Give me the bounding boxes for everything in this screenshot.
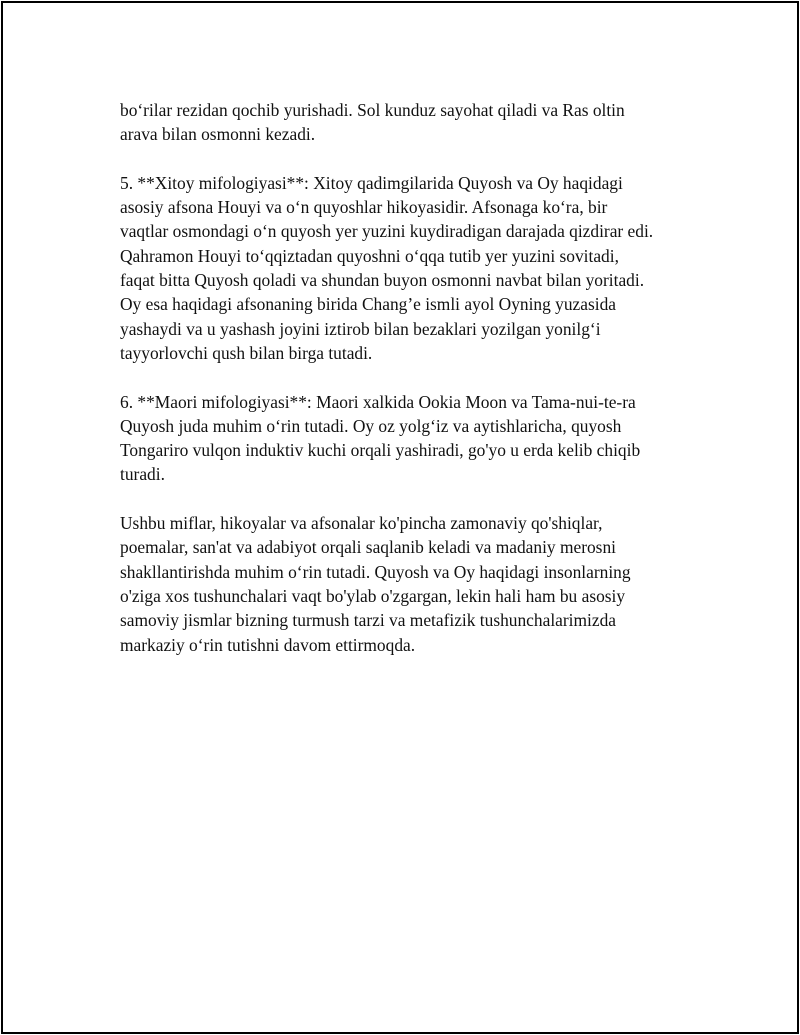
paragraph-chinese-mythology xyxy=(120,171,700,365)
text-line: Oy esa haqidagi afsonaning birida Chang’e ismli ayol Oyning yuzasida xyxy=(120,294,616,315)
text-line: Qahramon Houyi to‘qqiztadan quyoshni o‘qqa tutib yer yuzini sovitadi, xyxy=(120,245,619,266)
text-line: asosiy afsona Houyi va o‘n quyoshlar hikoyasidir. Afsonaga ko‘ra, bir xyxy=(120,197,608,218)
text-line: yashaydi va u yashash joyini iztirob bilan bezaklari yozilgan yonilg‘i xyxy=(120,318,601,339)
text-line: 6. **Maori mifologiyasi**: Maori xalkida Ookia Moon va Tama-nui-te-ra xyxy=(120,391,636,412)
text-line: Tongariro vulqon induktiv kuchi orqali yashiradi, go'yo u erda kelib chiqib xyxy=(120,440,641,461)
document-body xyxy=(120,98,700,681)
text-line: vaqtlar osmondagi o‘n quyosh yer yuzini kuydiradigan darajada qizdirar edi. xyxy=(120,221,654,242)
text-line: 5. **Xitoy mifologiyasi**: Xitoy qadimgilarida Quyosh va Oy haqidagi xyxy=(120,172,623,193)
text-line: markaziy o‘rin tutishni davom ettirmoqda. xyxy=(120,634,416,655)
text-line: bo‘rilar rezidan qochib yurishadi. Sol kunduz sayohat qiladi va Ras oltin xyxy=(120,100,625,120)
text-line: shakllantirishda muhim o‘rin tutadi. Quyosh va Oy haqidagi insonlarning xyxy=(120,561,631,582)
text-line: faqat bitta Quyosh qoladi va shundan buyon osmonni navbat bilan yoritadi. xyxy=(120,270,645,291)
paragraph-conclusion xyxy=(120,511,700,657)
text-line: turadi. xyxy=(120,464,165,485)
text-line: arava bilan osmonni kezadi. xyxy=(120,124,316,145)
text-line: o'ziga xos tushunchalari vaqt bo'ylab o'zgargan, lekin hali ham bu asosiy xyxy=(120,585,626,606)
document-page xyxy=(1,1,799,1034)
paragraph-continuation xyxy=(120,98,700,147)
text-line: tayyorlovchi qush bilan birga tutadi. xyxy=(120,342,373,363)
text-line: samoviy jismlar bizning turmush tarzi va metafizik tushunchalarimizda xyxy=(120,610,616,631)
paragraph-maori-mythology xyxy=(120,390,700,487)
text-line: Quyosh juda muhim o‘rin tutadi. Oy oz yolg‘iz va aytishlaricha, quyosh xyxy=(120,415,622,436)
text-line: poemalar, san'at va adabiyot orqali saqlanib keladi va madaniy merosni xyxy=(120,537,616,558)
text-line: Ushbu miflar, hikoyalar va afsonalar ko'pincha zamonaviy qo'shiqlar, xyxy=(120,513,603,534)
